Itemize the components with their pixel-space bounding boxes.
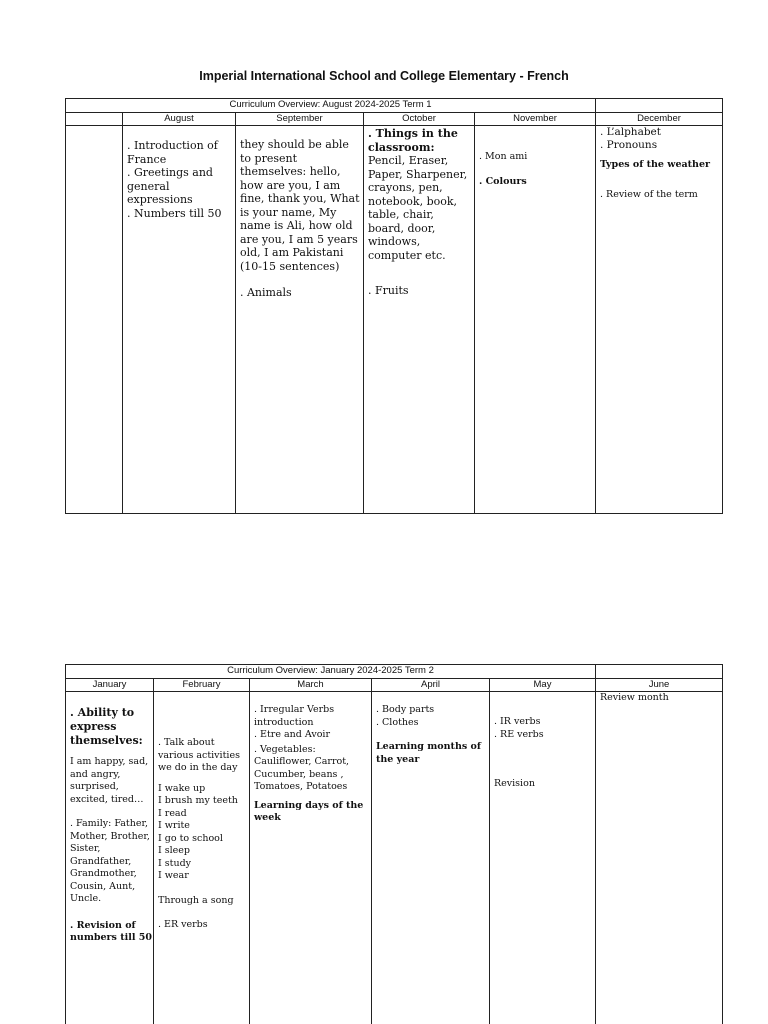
february-cell [158, 737, 248, 932]
october-fruits: . Fruits [368, 284, 409, 297]
february-activity: I sleep [158, 845, 191, 856]
october-things-list: Pencil, Eraser, Paper, Sharpener, crayons, pen, notebook, book, table, chair, board, door, windows, computer etc. [368, 154, 468, 262]
september-animals: . Animals [240, 286, 292, 299]
january-ability: . Ability to express themselves: [70, 706, 143, 747]
term1-caption: Curriculum Overview: August 2024-2025 Term 1 [229, 99, 432, 110]
february-activity: I wake up [158, 782, 206, 794]
term1-header-november: November [513, 113, 557, 124]
january-revision: . Revision of numbers till 50 [70, 919, 152, 943]
may-re-verbs: . RE verbs [494, 728, 544, 740]
term1-header-september: September [276, 113, 323, 124]
term2-header-june: June [648, 679, 670, 690]
november-mon-ami: . Mon ami [479, 151, 528, 162]
february-activity: I brush my teeth [158, 795, 238, 806]
april-clothes: . Clothes [376, 716, 419, 728]
december-alphabet: . L’alphabet [600, 126, 661, 138]
march-days: Learning days of the week [254, 799, 364, 823]
term2-header-march: March [297, 679, 324, 690]
term1-header-october: October [402, 113, 436, 124]
november-colours: . Colours [479, 175, 527, 187]
november-cell [479, 151, 593, 188]
august-topic: . Introduction of France [127, 139, 218, 166]
term2-caption: Curriculum Overview: January 2024-2025 Term 2 [227, 665, 434, 676]
august-topic: . Numbers till 50 [127, 206, 222, 220]
term2-header-february: February [182, 679, 221, 690]
december-review: . Review of the term [600, 188, 698, 200]
january-family: . Family: Father, Mother, Brother, Sister, Grandfather, Grandmother, Cousin, Aunt, Uncle. [70, 818, 150, 904]
march-vegetables: . Vegetables: Cauliflower, Carrot, Cucumber, beans , Tomatoes, Potatoes [254, 743, 350, 792]
december-pronouns: . Pronouns [600, 138, 658, 151]
september-text: they should be able to present themselves: hello, how are you, I am fine, thank you, What is your name, My name is Ali, how old are you, I am 5 years old, I am Pakistani (10-15 sentences) [240, 138, 360, 273]
february-er-verbs: . ER verbs [158, 919, 208, 930]
april-months: Learning months of the year [376, 741, 481, 765]
august-topic: . Greetings and general expressions [127, 166, 213, 206]
june-review: Review month [600, 692, 669, 703]
february-activity: I read [158, 807, 187, 819]
term1-header-august: August [164, 113, 194, 124]
march-irregular: . Irregular Verbs introduction [254, 704, 335, 728]
may-cell [494, 716, 593, 791]
march-cell [254, 704, 369, 825]
february-activity: I study [158, 857, 192, 869]
september-cell [240, 138, 361, 300]
february-song: Through a song [158, 894, 234, 906]
october-cell [368, 127, 472, 298]
term2-header-april: April [420, 679, 440, 690]
term2-header-may: May [533, 679, 552, 690]
january-feelings: I am happy, sad, and angry, surprised, excited, tired… [70, 756, 149, 805]
february-activity: I write [158, 820, 190, 831]
december-weather: Types of the weather [600, 159, 710, 170]
document-title: Imperial International School and College Elementary - French [199, 69, 569, 83]
may-ir-verbs: . IR verbs [494, 716, 541, 727]
january-cell [70, 706, 152, 945]
december-cell [600, 126, 720, 201]
august-cell [127, 139, 232, 220]
april-cell [376, 704, 487, 766]
april-body: . Body parts [376, 704, 435, 715]
term1-header-december: December [637, 113, 681, 124]
term2-header-january: January [92, 679, 127, 690]
may-revision: Revision [494, 778, 535, 789]
june-cell [600, 692, 720, 705]
october-things [368, 127, 472, 262]
february-talk: . Talk about various activities we do in the day [158, 737, 240, 773]
october-things-heading: . Things in the classroom: [368, 127, 458, 154]
february-activity: I go to school [158, 832, 223, 844]
march-etre: . Etre and Avoir [254, 729, 330, 740]
february-activity: I wear [158, 870, 189, 881]
